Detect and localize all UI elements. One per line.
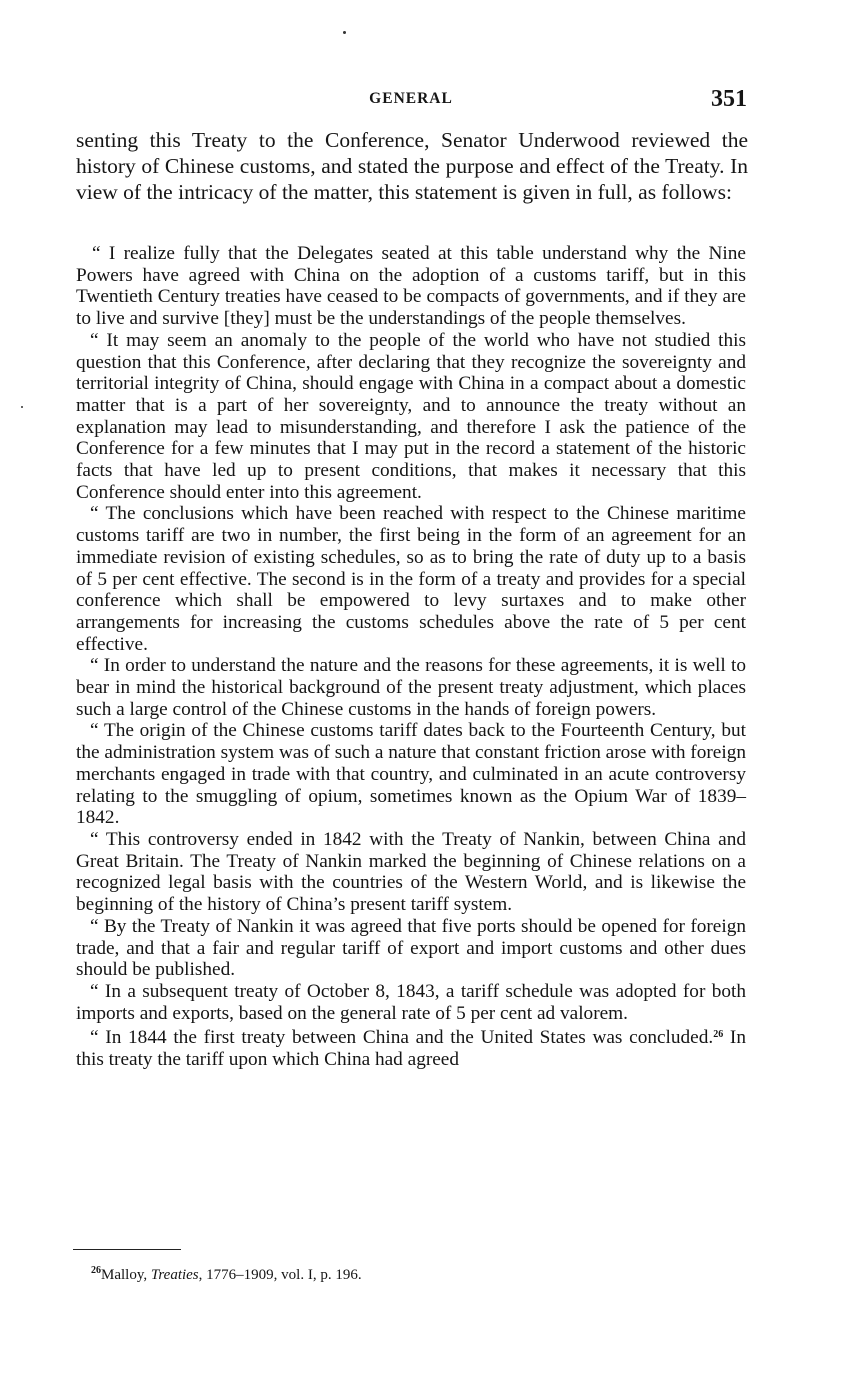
footnote-reference[interactable]: 26	[713, 1029, 724, 1041]
footnote-citation: , 1776–1909, vol. I, p. 196.	[198, 1267, 362, 1283]
quote-paragraph-9-text: “ In 1844 the first treaty between China and the United States was concluded.	[90, 1027, 714, 1049]
top-margin-dot	[343, 31, 346, 34]
footnote-divider	[73, 1249, 181, 1250]
quote-paragraph-6: “ This controversy ended in 1842 with the Treaty of Nankin, between China and Great Britain. The Treaty of Nankin marked the beginning of Chinese relations on a recognized legal basis with the countries of the Western World, and is likewise the beginning of the history of China’s present tariff system.	[76, 828, 746, 916]
footnote-mark: 26	[91, 1265, 101, 1276]
intro-paragraph: senting this Treaty to the Conference, Senator Underwood reviewed the history of Chinese customs, and stated the purpose and effect of the Treaty. In view of the intricacy of the matter, this statement is given in full, as follows:	[76, 128, 748, 204]
footnote-title: Treaties	[150, 1267, 199, 1283]
quote-paragraph-9	[76, 1024, 746, 1070]
page-number: 351	[711, 86, 747, 112]
quote-paragraph-5: “ The origin of the Chinese customs tariff dates back to the Fourteenth Century, but the administration system was of such a nature that constant friction arose with foreign merchants engaged in trade with that country, and culminated in an acute controversy relating to the smuggling of opium, sometimes known as the Opium War of 1839–1842.	[76, 720, 746, 829]
quote-paragraph-8: “ In a subsequent treaty of October 8, 1843, a tariff schedule was adopted for both imports and exports, based on the general rate of 5 per cent ad valorem.	[76, 980, 746, 1024]
quote-paragraph-4: “ In order to understand the nature and the reasons for these agreements, it is well to bear in mind the historical background of the present treaty adjustment, which places such a large control of the Chinese customs in the hands of foreign powers.	[76, 655, 746, 720]
quote-paragraph-7: “ By the Treaty of Nankin it was agreed that five ports should be opened for foreign trade, and that a fair and regular tariff of export and import customs and other dues should be published.	[76, 915, 746, 981]
quote-paragraph-2: “ It may seem an anomaly to the people of the world who have not studied this question that this Conference, after declaring that they recognize the sovereignty and territorial integrity of China, should engage with China in a compact about a domestic matter that is a part of her sovereignty, and to announce the treaty without an explanation may lead to misunderstanding, and therefore I ask the patience of the Conference for a few minutes that I may put in the record a statement of the historic facts that have led up to present conditions, that makes it necessary that this Conference should enter into this agreement.	[76, 329, 746, 503]
page-header	[75, 86, 747, 118]
quoted-statement	[76, 243, 746, 1071]
footnote	[91, 1261, 362, 1285]
left-margin-dot	[21, 406, 23, 408]
footnote-author: Malloy,	[101, 1267, 151, 1283]
quote-paragraph-1: “ I realize fully that the Delegates seated at this table understand why the Nine Powers have agreed with China on the adoption of a customs tariff, but in this Twentieth Century treaties have ceased to be compacts of governments, and if they are to live and survive [they] must be the understandings of the people themselves.	[76, 243, 746, 330]
quote-paragraph-9-continuation: In this treaty the tariff upon which China had agreed	[76, 1027, 746, 1071]
running-head: GENERAL	[369, 90, 453, 107]
quote-paragraph-3: “ The conclusions which have been reached with respect to the Chinese maritime customs tariff are two in number, the first being in the form of an agreement for an immediate revision of existing schedules, so as to bring the rate of duty up to a basis of 5 per cent effective. The second is in the form of a treaty and provides for a special conference which shall be empowered to levy surtaxes and to make other arrangements for increasing the customs schedules above the rate of 5 per cent effective.	[76, 503, 746, 655]
